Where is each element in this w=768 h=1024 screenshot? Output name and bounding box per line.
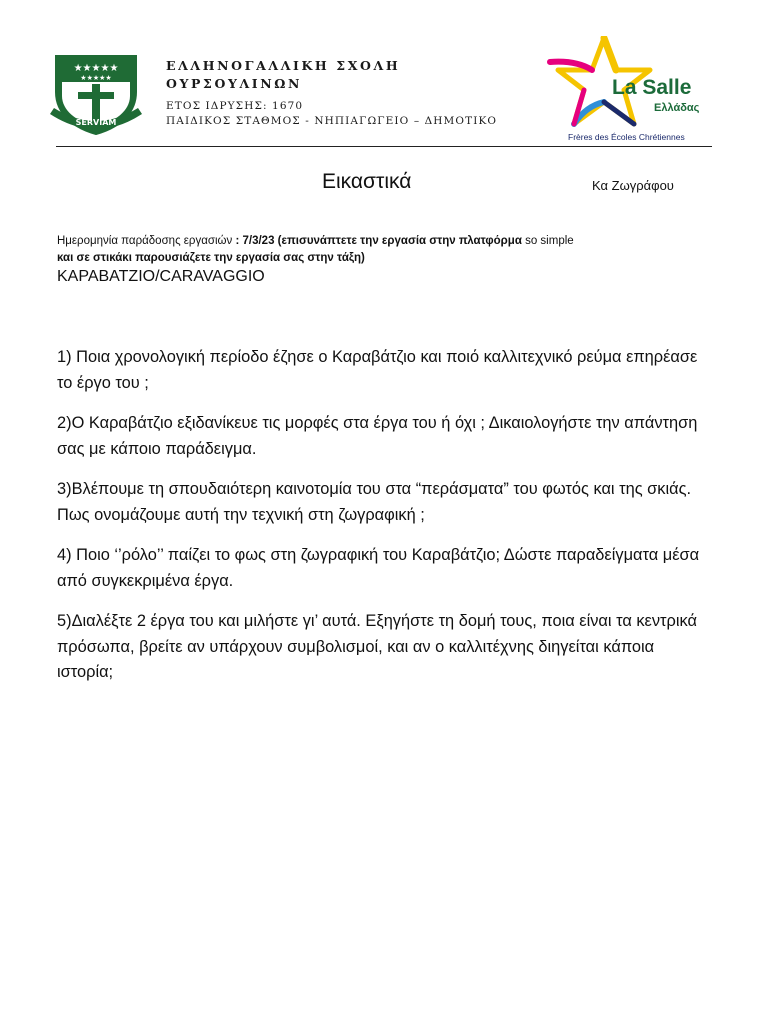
question-item: 2)Ο Καραβάτζιο εξιδανίκευε τις μορφές στα έργα του ή όχι ; Δικαιολογήστε την απάντηση σας με κάποιο παράδειγμα. [57,414,698,458]
platform-name: so simple [525,235,574,247]
school-crest-logo [48,52,144,136]
question-item: 3)Βλέπουμε τη σπουδαιότερη καινοτομία του στα “περάσματα” του φωτός και της σκιάς. Πως ονομάζουμε αυτή την τεχνική στη ζωγραφική ; [57,480,692,524]
delivery-date: 7/3/23 [242,235,275,247]
question-item: 1) Ποια χρονολογική περίοδο έζησε ο Καραβάτζιο και ποιό καλλιτεχνικό ρεύμα επηρέασε το έργο του ; [57,348,698,392]
question-item: 4) Ποιο ‘’ρόλο’’ παίζει το φως στη ζωγραφική του Καραβάτζιο; Δώστε παραδείγματα μέσα από συγκεκριμένα έργα. [57,546,700,590]
la-salle-logo [546,36,716,144]
logo-region: Ελλάδας [654,102,700,114]
svg-text:★★★★★: ★★★★★ [80,74,112,82]
logo-name: La Salle [612,76,692,99]
assignment-topic: ΚΑΡΑΒΑΤΖΙΟ/CARAVAGGIO [57,268,265,285]
question-list [57,345,707,701]
delivery-info [57,233,707,267]
school-name-line2: ΟΥΡΣΟΥΛΙΝΩΝ [166,76,302,91]
delivery-separator: : [232,235,243,247]
founding-year: ΕΤΟΣ ΙΔΡΥΣΗΣ: 1670 [166,100,304,112]
school-levels: ΠΑΙΔΙΚΟΣ ΣΤΑΘΜΟΣ - ΝΗΠΙΑΓΩΓΕΙΟ – ΔΗΜΟΤΙΚΟ [166,115,498,127]
page-title: Εικαστικά [322,170,412,193]
teacher-name: Κα Ζωγράφου [592,178,674,193]
delivery-label: Ημερομηνία παράδοσης εργασιών [57,235,233,247]
header-divider [56,146,712,147]
question-item: 5)Διαλέξτε 2 έργα του και μιλήστε γι’ αυτά. Εξηγήστε τη δομή τους, ποια είναι τα κεντρικά πρόσωπα, βρείτε αν υπάρχουν συμβολισμοί, και αν ο καλλιτέχνης διηγείται κάποια ιστορία; [57,612,697,681]
logo-tagline: Frères des Écoles Chrétiennes [568,132,685,142]
delivery-note-part1: (επισυνάπτετε την εργασία στην πλατφόρμα [274,235,526,247]
svg-text:★★★★★: ★★★★★ [73,63,119,74]
school-info [166,57,497,129]
crest-motto: SERVIAM [75,118,117,127]
school-name-line1: ΕΛΛΗΝΟΓΑΛΛΙΚΗ ΣΧΟΛΗ [166,58,401,73]
delivery-note-part2: και σε στικάκι παρουσιάζετε την εργασία σας στην τάξη) [57,252,365,264]
